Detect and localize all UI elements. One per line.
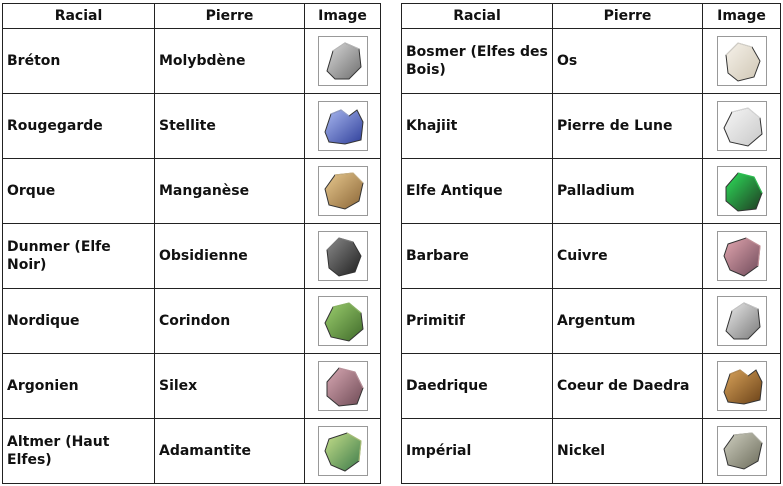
stone-cell: Coeur de Daedra [553, 354, 703, 419]
image-cell [703, 94, 781, 159]
flint-icon [318, 361, 368, 411]
racial-cell: Daedrique [402, 354, 553, 419]
racial-cell: Bosmer (Elfes des Bois) [402, 29, 553, 94]
racial-cell: Nordique [3, 289, 155, 354]
racial-cell: Rougegarde [3, 94, 155, 159]
stone-cell: Manganèse [155, 159, 305, 224]
table-row [3, 289, 381, 354]
image-cell [703, 224, 781, 289]
table-row [3, 419, 381, 484]
table-row [402, 29, 781, 94]
table-row [402, 159, 781, 224]
bone-icon [717, 36, 767, 86]
palladium-icon [717, 166, 767, 216]
stellite-icon [318, 101, 368, 151]
header-pierre: Pierre [155, 4, 305, 29]
manganese-icon [318, 166, 368, 216]
table-header-row [402, 4, 781, 29]
racial-cell: Dunmer (Elfe Noir) [3, 224, 155, 289]
stone-cell: Pierre de Lune [553, 94, 703, 159]
header-image: Image [305, 4, 381, 29]
moonstone-icon [717, 101, 767, 151]
molybdenum-icon [318, 36, 368, 86]
table-row [3, 224, 381, 289]
header-racial: Racial [3, 4, 155, 29]
racial-cell: Impérial [402, 419, 553, 484]
image-cell [703, 159, 781, 224]
stone-cell: Cuivre [553, 224, 703, 289]
table-row [3, 354, 381, 419]
obsidian-icon [318, 231, 368, 281]
image-cell [703, 29, 781, 94]
racial-cell: Orque [3, 159, 155, 224]
corundum-icon [318, 296, 368, 346]
table-row [3, 29, 381, 94]
table-row [3, 159, 381, 224]
adamantite-icon [318, 426, 368, 476]
image-cell [305, 29, 381, 94]
image-cell [305, 159, 381, 224]
table-row [402, 224, 781, 289]
table-row [402, 354, 781, 419]
image-cell [305, 354, 381, 419]
stone-cell: Obsidienne [155, 224, 305, 289]
racial-cell: Elfe Antique [402, 159, 553, 224]
stones-table-right [401, 3, 781, 484]
stone-cell: Stellite [155, 94, 305, 159]
stone-cell: Molybdène [155, 29, 305, 94]
table-header-row [3, 4, 381, 29]
stone-cell: Palladium [553, 159, 703, 224]
table-row [402, 289, 781, 354]
nickel-icon [717, 426, 767, 476]
header-racial: Racial [402, 4, 553, 29]
stone-cell: Silex [155, 354, 305, 419]
racial-cell: Primitif [402, 289, 553, 354]
image-cell [703, 289, 781, 354]
table-row [402, 94, 781, 159]
stone-cell: Adamantite [155, 419, 305, 484]
stone-cell: Argentum [553, 289, 703, 354]
table-row [402, 419, 781, 484]
stones-table-left [2, 3, 381, 484]
daedra-heart-icon [717, 361, 767, 411]
header-pierre: Pierre [553, 4, 703, 29]
header-image: Image [703, 4, 781, 29]
racial-cell: Barbare [402, 224, 553, 289]
image-cell [305, 224, 381, 289]
racial-cell: Argonien [3, 354, 155, 419]
stone-cell: Os [553, 29, 703, 94]
table-row [3, 94, 381, 159]
copper-icon [717, 231, 767, 281]
racial-cell: Bréton [3, 29, 155, 94]
stone-cell: Nickel [553, 419, 703, 484]
image-cell [703, 354, 781, 419]
image-cell [305, 94, 381, 159]
racial-cell: Khajiit [402, 94, 553, 159]
image-cell [305, 289, 381, 354]
racial-cell: Altmer (Haut Elfes) [3, 419, 155, 484]
argentum-icon [717, 296, 767, 346]
image-cell [703, 419, 781, 484]
stone-cell: Corindon [155, 289, 305, 354]
image-cell [305, 419, 381, 484]
